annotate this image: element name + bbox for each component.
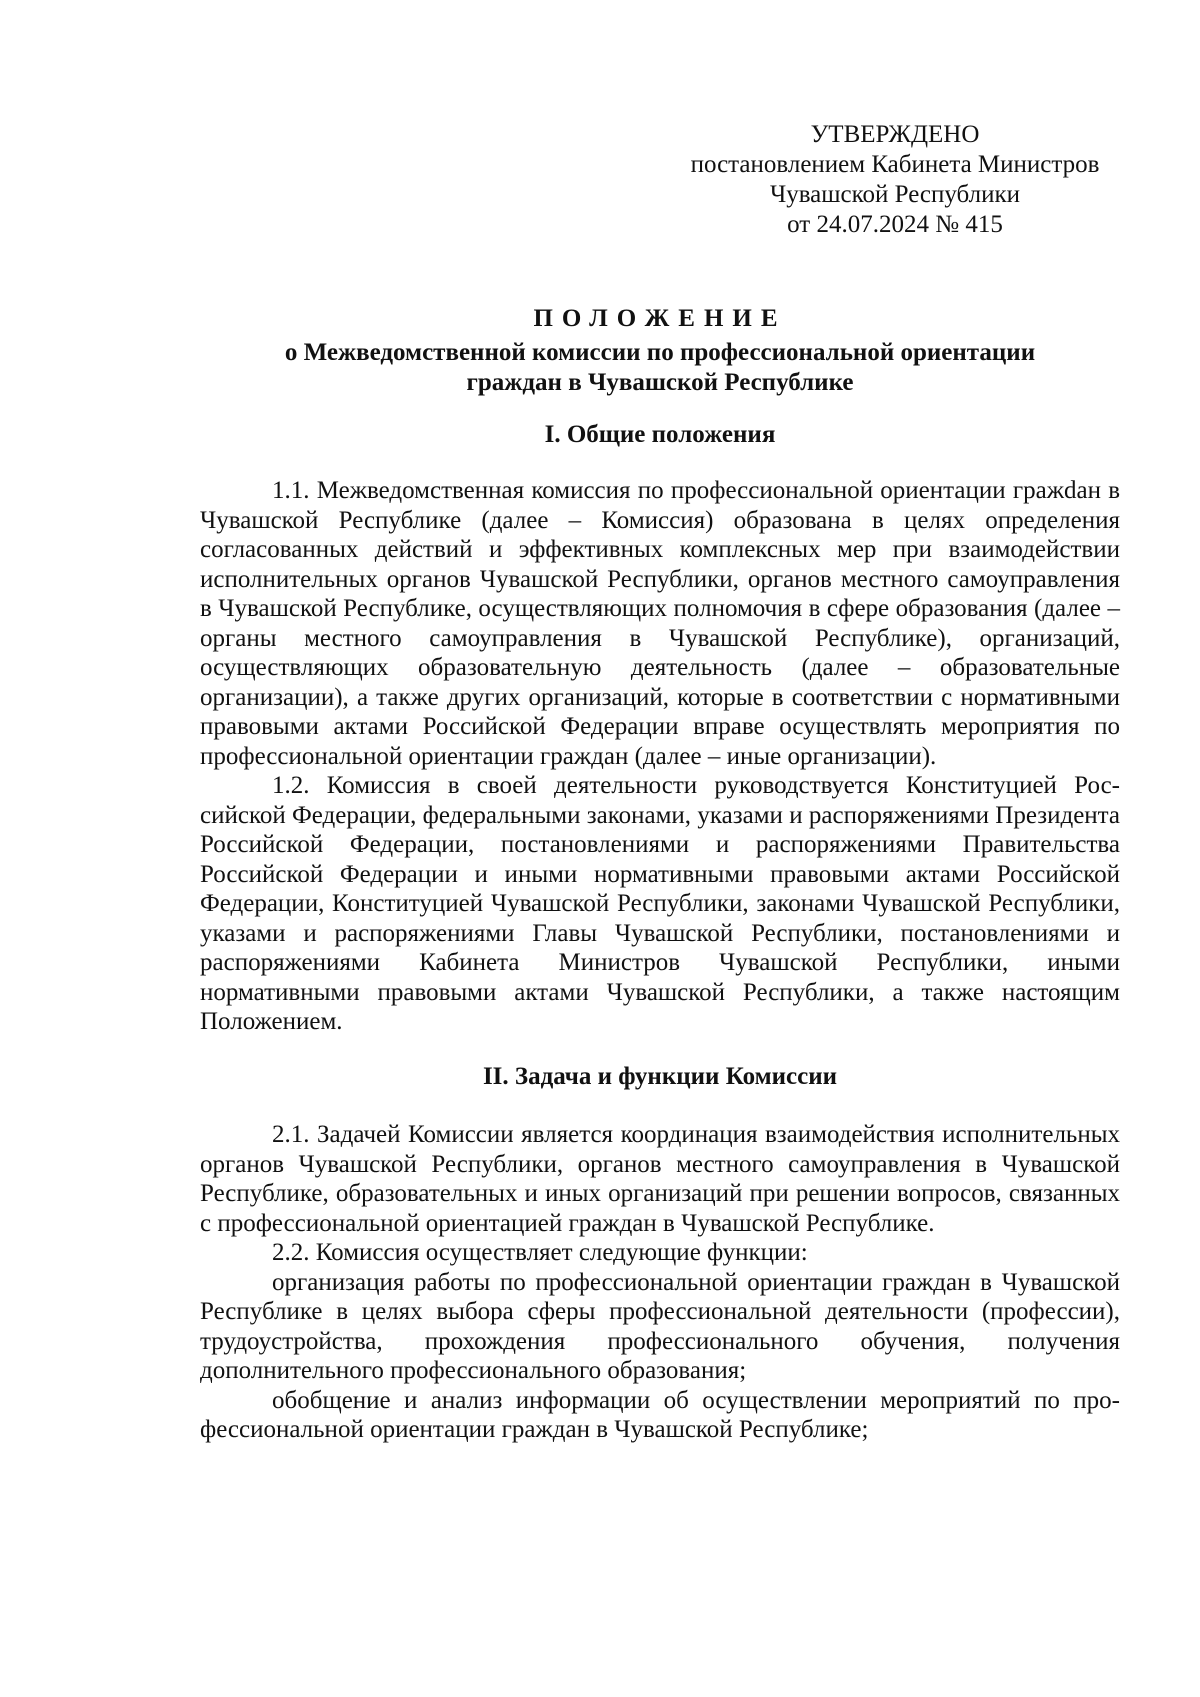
approval-region: Чувашской Республики (769, 181, 1021, 208)
document-title-main: ПОЛОЖЕНИЕ (533, 305, 787, 332)
approval-issuer: постановлением Кабинета Министров (690, 151, 1100, 178)
section-1-body (200, 476, 1120, 1037)
approval-title: УТВЕРЖДЕНО (810, 121, 980, 148)
section-heading-2: II. Задача и функции Комиссии (482, 1063, 838, 1090)
approval-date-number: от 24.07.2024 № 415 (787, 211, 1003, 238)
section-heading-1: I. Общие положения (544, 421, 776, 448)
document-title-line: о Межведомственной комиссии по профессиональной ориентации (284, 339, 1036, 366)
paragraph-2-2: 2.2. Комиссия осуществляет следующие функции: (272, 1239, 808, 1266)
document-title (200, 304, 1120, 398)
function-item: организация работы по профессиональной ориентации граждан в Чувашской Республике в целях выбора сферы профессиональной деятельности (профессии), трудоустройства, прохождения профессионального обучения, получения дополнительного профессионального образования; (200, 1268, 1120, 1384)
document-title-line: граждан в Чувашской Республике (466, 369, 854, 396)
approval-stamp (660, 120, 1130, 240)
paragraph-1-2: 1.2. Комиссия в своей деятельности руководствуется Конституцией Российской Федерации, федеральными законами, указами и распоряжениями Президента Российской Федерации, постановлениями и распоряжениями Правительства Российской Федерации и иными нормативными правовыми актами Российской Федерации, Конституцией Чувашской Республики, законами Чувашской Республики, указами и распоряжениями Главы Чувашской Республики, постановлениями и распоряжениями Кабинета Министров Чувашской Республики, иными нормативными правовыми актами Чувашской Республики, а также настоящим Положением. (200, 772, 1120, 1035)
paragraph-2-1: 2.1. Задачей Комиссии является координация взаимодействия исполнительных органов Чувашской Республики, органов местного самоуправления в Чувашской Республике, образовательных и иных организаций при решении вопросов, связанных с профессиональной ориентацией граждан в Чувашской Республике. (200, 1121, 1120, 1237)
paragraph-1-1: 1.1. Межведомственная комиссия по профессиональной ориентации гражdан в Чувашской Республике (далее – Комиссия) образована в целях определения согласованных действий и эффективных комплексных мер при взаимодействии исполнительных органов Чувашской Республики, органов местного самоуправления в Чувашской Республике, осуществляющих полномочия в сфере образования (далее – органы местного самоуправления в Чувашской Республике), организаций, осуществляющих образовательную деятельность (далее – образовательные организации), а также других организаций, которые в соответствии с нормативными правовыми актами Российской Федерации вправе осуществлять мероприятия по профессиональной ориентации граждан (далее – иные организации). (200, 477, 1120, 770)
section-2-body (200, 1120, 1120, 1445)
function-item: обобщение и анализ информации об осуществлении мероприятий по профессиональной ориентации граждан в Чувашской Республике; (200, 1386, 1120, 1443)
